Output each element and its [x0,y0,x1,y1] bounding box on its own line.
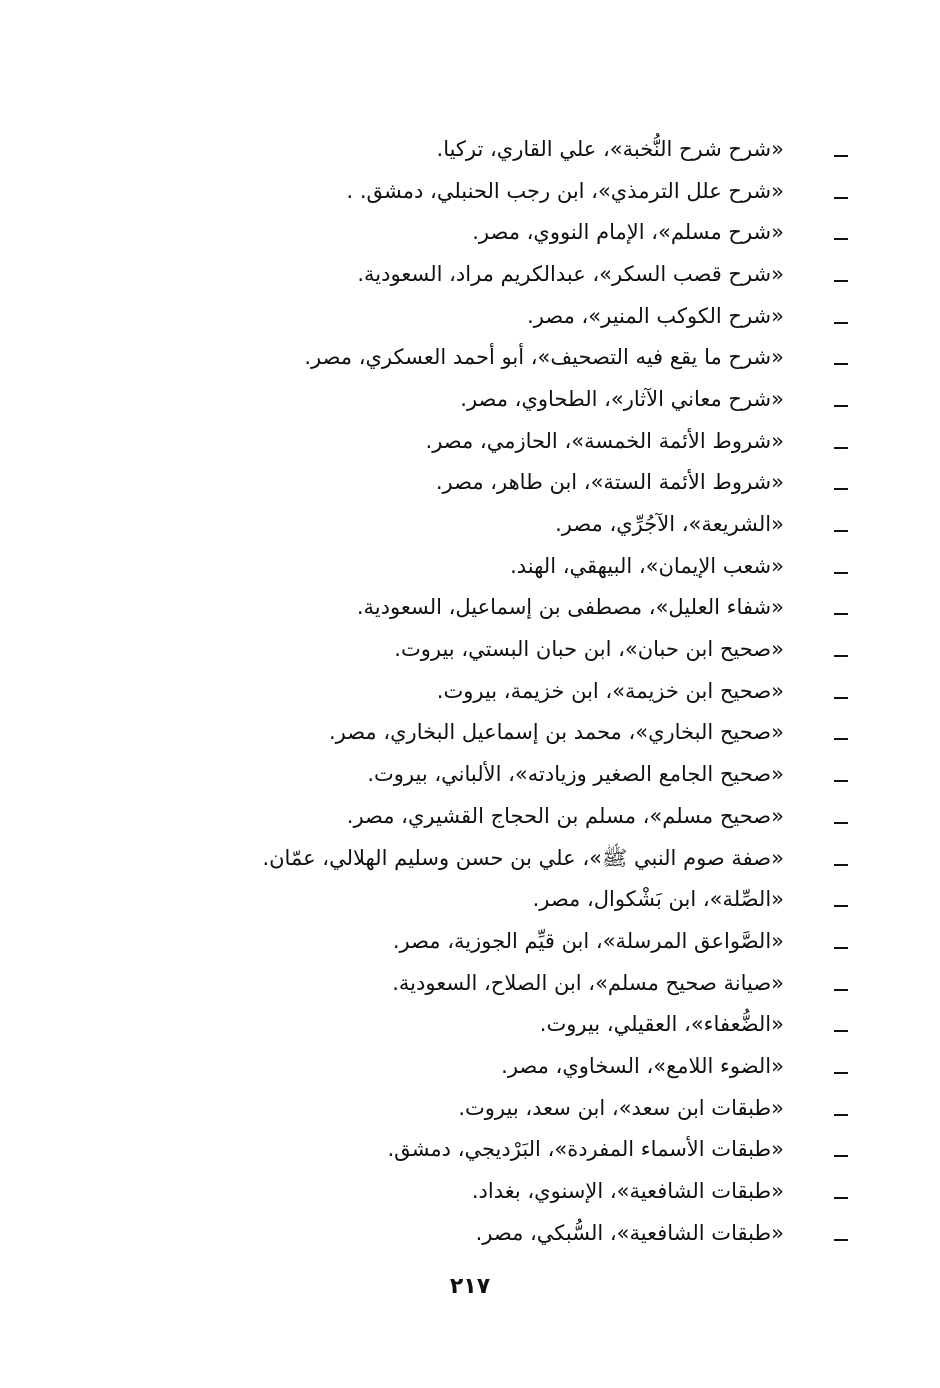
bibliography-entry [88,503,848,545]
entry-text: «شفاء العليل»، مصطفى بن إسماعيل، السعودية. [356,595,784,620]
list-dash [834,488,848,490]
list-dash [834,363,848,365]
list-dash [834,697,848,699]
bibliography-entry [88,336,848,378]
bibliography-entry [88,587,848,629]
entry-text: «طبقات الأسماء المفردة»، البَرْديجي، دمشق. [387,1137,784,1162]
bibliography-entry [88,1003,848,1045]
entry-text: «صحيح ابن خزيمة»، ابن خزيمة، بيروت. [436,678,784,703]
entry-text: «الضوء اللامع»، السخاوي، مصر. [501,1053,784,1078]
entry-text: «شرح شرح النُّخبة»، علي القاري، تركيا. [436,136,784,161]
entry-text: «شرح مسلم»، الإمام النووي، مصر. [472,220,784,245]
entry-text: «صحيح الجامع الصغير وزيادته»، الألباني، بيروت. [367,762,784,787]
entry-text: «شرح ما يقع فيه التصحيف»، أبو أحمد العسكري، مصر. [304,345,784,370]
list-dash [834,655,848,657]
entry-text: «الصِّلة»، ابن بَشْكوال، مصر. [532,887,784,912]
bibliography-entry [88,378,848,420]
entry-text: «طبقات ابن سعد»، ابن سعد، بيروت. [458,1095,784,1120]
bibliography-entry [88,920,848,962]
bibliography-entry [88,170,848,212]
list-dash [834,822,848,824]
entry-text: «طبقات الشافعية»، الإسنوي، بغداد. [471,1179,784,1204]
list-dash [834,447,848,449]
list-dash [834,1030,848,1032]
list-dash [834,864,848,866]
entry-text: «صحيح البخاري»، محمد بن إسماعيل البخاري، مصر. [328,720,784,745]
bibliography-entry [88,1087,848,1129]
list-dash [834,1239,848,1241]
entry-text: «شعب الإيمان»، البيهقي، الهند. [510,553,784,578]
entry-text: «الصَّواعق المرسلة»، ابن قيِّم الجوزية، مصر. [392,928,784,953]
bibliography-entry [88,753,848,795]
bibliography-entry [88,211,848,253]
entry-text: «صيانة صحيح مسلم»، ابن الصلاح، السعودية. [392,970,784,995]
list-dash [834,738,848,740]
entry-text: «شروط الأئمة الستة»، ابن طاهر، مصر. [435,470,784,495]
bibliography-entry [88,1212,848,1254]
bibliography-entry [88,1129,848,1171]
entry-text: «صفة صوم النبي ﷺ»، علي بن حسن وسليم الهلالي، عمّان. [262,845,784,870]
bibliography-entry [88,1170,848,1212]
list-dash [834,989,848,991]
list-dash [834,613,848,615]
entry-text: «شرح علل الترمذي»، ابن رجب الحنبلي، دمشق. . [346,178,784,203]
entry-text: «شرح قصب السكر»، عبدالكريم مراد، السعودية. [357,261,784,286]
list-dash [834,238,848,240]
bibliography-entry [88,253,848,295]
list-dash [834,780,848,782]
bibliography-entry [88,545,848,587]
bibliography-entry [88,795,848,837]
bibliography-entry [88,462,848,504]
list-dash [834,1155,848,1157]
entry-text: «الشريعة»، الآجُرِّي، مصر. [555,512,784,537]
entry-text: «طبقات الشافعية»، السُّبكي، مصر. [475,1220,784,1245]
list-dash [834,1197,848,1199]
bibliography-entry [88,878,848,920]
entry-text: «شرح معاني الآثار»، الطحاوي، مصر. [460,386,784,411]
bibliography-entry [88,670,848,712]
entry-text: «شروط الأئمة الخمسة»، الحازمي، مصر. [425,428,784,453]
bibliography-entry [88,420,848,462]
bibliography-entry [88,628,848,670]
page-number: ٢١٧ [449,1274,491,1299]
list-dash [834,280,848,282]
list-dash [834,155,848,157]
list-dash [834,530,848,532]
entry-text: «شرح الكوكب المنير»، مصر. [527,303,784,328]
entry-text: «الضُّعفاء»، العقيلي، بيروت. [539,1012,784,1037]
list-dash [834,1072,848,1074]
bibliography-entry [88,1045,848,1087]
list-dash [834,1114,848,1116]
bibliography-entry [88,712,848,754]
entry-text: «صحيح ابن حبان»، ابن حبان البستي، بيروت. [394,637,784,662]
bibliography-entry [88,295,848,337]
list-dash [834,947,848,949]
bibliography-list [88,128,848,1254]
bibliography-entry [88,837,848,879]
entry-text: «صحيح مسلم»، مسلم بن الحجاج القشيري، مصر. [346,803,784,828]
list-dash [834,322,848,324]
bibliography-entry [88,962,848,1004]
bibliography-entry [88,128,848,170]
list-dash [834,405,848,407]
list-dash [834,905,848,907]
list-dash [834,572,848,574]
list-dash [834,197,848,199]
